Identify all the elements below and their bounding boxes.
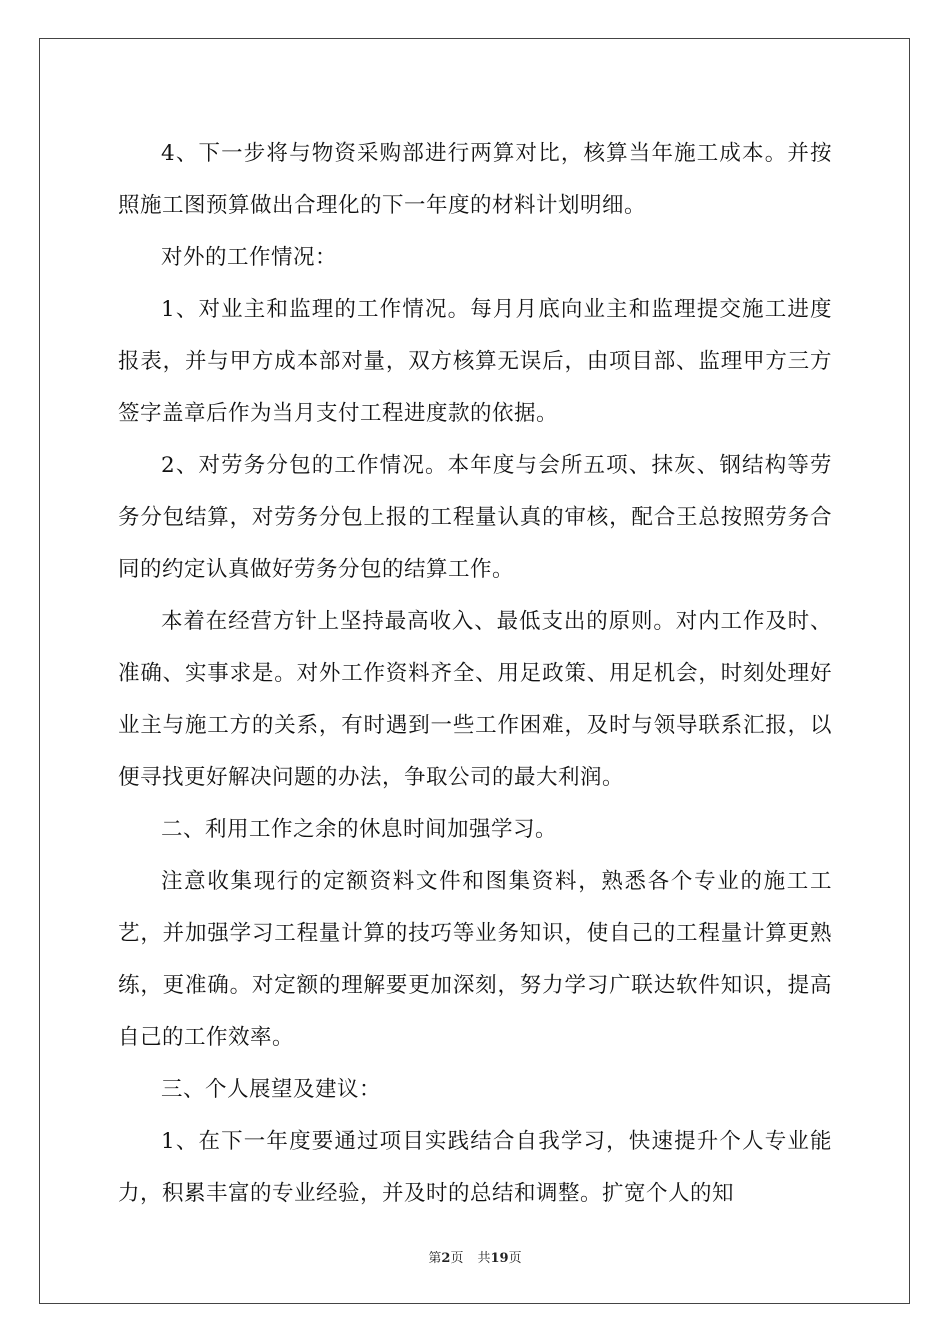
section-heading: 三、个人展望及建议： <box>161 1077 382 1102</box>
page-prefix: 第 <box>428 1251 442 1266</box>
document-body <box>118 128 832 1220</box>
section-heading: 二、利用工作之余的休息时间加强学习。 <box>161 817 558 842</box>
page-number: 2 <box>441 1251 451 1266</box>
paragraph: 本着在经营方针上坚持最高收入、最低支出的原则。对内工作及时、准确、实事求是。对外工作资料齐全、用足政策、用足机会，时刻处理好业主与施工方的关系，有时遇到一些工作困难，及时与领导联系汇报，以便寻找更好解决问题的办法，争取公司的最大利润。 <box>118 609 832 790</box>
total-pages: 19 <box>490 1251 509 1266</box>
paragraph: 2、对劳务分包的工作情况。本年度与会所五项、抹灰、钢结构等劳务分包结算，对劳务分包上报的工程量认真的审核，配合王总按照劳务合同的约定认真做好劳务分包的结算工作。 <box>118 453 832 582</box>
page-footer <box>0 1247 950 1266</box>
page-suffix: 页 <box>450 1251 464 1266</box>
paragraph: 注意收集现行的定额资料文件和图集资料，熟悉各个专业的施工工艺，并加强学习工程量计算的技巧等业务知识，使自己的工程量计算更熟练，更准确。对定额的理解要更加深刻，努力学习广联达软件知识，提高自己的工作效率。 <box>118 869 832 1050</box>
paragraph: 4、下一步将与物资采购部进行两算对比，核算当年施工成本。并按照施工图预算做出合理化的下一年度的材料计划明细。 <box>118 141 832 218</box>
total-prefix: 共 <box>477 1251 491 1266</box>
paragraph: 1、对业主和监理的工作情况。每月月底向业主和监理提交施工进度报表，并与甲方成本部对量，双方核算无误后，由项目部、监理甲方三方签字盖章后作为当月支付工程进度款的依据。 <box>118 297 832 426</box>
total-suffix: 页 <box>508 1251 522 1266</box>
paragraph: 1、在下一年度要通过项目实践结合自我学习，快速提升个人专业能力，积累丰富的专业经验，并及时的总结和调整。扩宽个人的知 <box>118 1129 832 1206</box>
paragraph: 对外的工作情况： <box>161 245 338 270</box>
